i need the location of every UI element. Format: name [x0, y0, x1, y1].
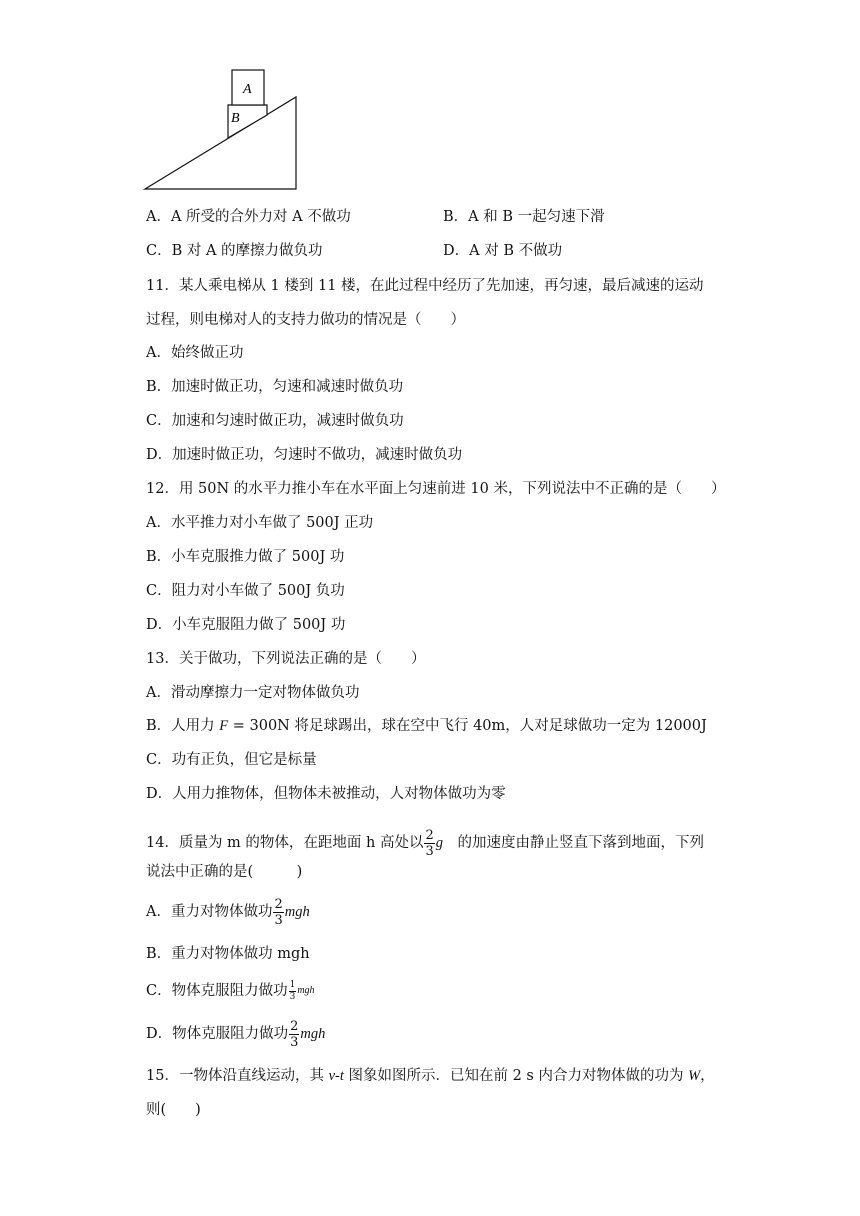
q14-option-d-numerator: 2	[290, 1018, 299, 1034]
q15-stem-pre: 15．一物体沿直线运动，其	[146, 1068, 329, 1084]
q14-fraction-numerator: 2	[425, 827, 434, 843]
q12-stem: 12．用 50N 的水平力推小车在水平面上匀速前进 10 米，下列说法中不正确的是（ ）	[146, 481, 726, 497]
q14-stem-post: 的加速度由静止竖直下落到地面，下列	[443, 835, 705, 851]
q14-stem-line1	[146, 823, 704, 863]
q14-option-c-fraction	[289, 981, 297, 1002]
q14-option-c-denominator: 3	[289, 991, 296, 1002]
block-b-label: B	[231, 111, 240, 126]
q10-option-a: A．A 所受的合外力对 A 不做功	[146, 209, 351, 225]
block-a-label: A	[243, 82, 252, 97]
q13-option-b-post: = 300N 将足球踢出，球在空中飞行 40m，人对足球做功一定为 12000J	[228, 718, 707, 734]
q15-vt-symbol: v-t	[328, 1068, 344, 1084]
q15-stem-mid: 图象如图所示．已知在前 2 s 内合力对物体做的功为	[343, 1068, 689, 1084]
q14-option-a-label: A．重力对物体做功	[146, 904, 273, 920]
q11-option-a: A．始终做正功	[146, 345, 244, 361]
q10-option-c: C．B 对 A 的摩擦力做负功	[146, 243, 323, 259]
q14-fraction-denominator: 3	[425, 843, 434, 859]
q14-option-a-fraction	[273, 898, 283, 927]
incline-figure	[140, 64, 305, 194]
q13-option-a: A．滑动摩擦力一定对物体做负功	[146, 685, 360, 701]
q14-option-a-denominator: 3	[274, 912, 283, 928]
q15-stem-line2: 则( )	[146, 1102, 201, 1118]
q13-option-b	[146, 716, 707, 736]
incline-wedge	[145, 97, 296, 189]
q11-stem-line1: 11．某人乘电梯从 1 楼到 11 楼，在此过程中经历了先加速，再匀速，最后减速的运动	[146, 278, 704, 294]
q13-option-b-pre: B．人用力	[146, 718, 220, 734]
q11-option-d: D．加速时做正功，匀速时不做功，减速时做负功	[146, 447, 463, 463]
q12-option-c: C．阻力对小车做了 500J 负功	[146, 583, 345, 599]
q11-stem-line2: 过程，则电梯对人的支持力做功的情况是（ ）	[146, 312, 465, 328]
q14-option-b: B．重力对物体做功 mgh	[146, 946, 310, 962]
q15-stem-post: ，	[700, 1068, 715, 1084]
q10-option-b: B．A 和 B 一起匀速下滑	[443, 209, 605, 225]
q14-g-symbol: g	[435, 835, 444, 851]
q14-stem-pre: 14．质量为 m 的物体，在距地面 h 高处以	[146, 835, 424, 851]
q14-option-c-numerator: 1	[289, 979, 296, 990]
q14-option-a-expr: mgh	[284, 904, 310, 920]
q11-option-b: B．加速时做正功，匀速和减速时做负功	[146, 379, 404, 395]
q13-stem: 13．关于做功，下列说法正确的是（ ）	[146, 651, 426, 667]
q13-option-d: D．人用力推物体，但物体未被推动，人对物体做功为零	[146, 786, 506, 802]
q14-option-d-label: D．物体克服阻力做功	[146, 1026, 289, 1042]
q14-option-d-fraction	[289, 1020, 299, 1049]
q15-stem-line1	[146, 1066, 715, 1086]
q12-option-a: A．水平推力对小车做了 500J 正功	[146, 515, 374, 531]
q10-option-d: D．A 对 B 不做功	[443, 243, 563, 259]
q14-option-d-expr: mgh	[300, 1026, 326, 1042]
q14-option-a-numerator: 2	[274, 896, 283, 912]
q14-option-d	[146, 1014, 325, 1054]
q14-acceleration-fraction	[424, 829, 434, 858]
q14-option-a	[146, 892, 310, 932]
q11-option-c: C．加速和匀速时做正功，减速时做负功	[146, 413, 404, 429]
q15-w-symbol: W	[688, 1068, 701, 1084]
q14-option-c-label: C．物体克服阻力做功	[146, 983, 288, 999]
q14-option-d-denominator: 3	[290, 1034, 299, 1050]
q14-option-c	[146, 976, 315, 1006]
q14-stem-line2: 说法中正确的是( )	[146, 864, 303, 880]
q12-option-d: D．小车克服阻力做了 500J 功	[146, 617, 346, 633]
q12-option-b: B．小车克服推力做了 500J 功	[146, 549, 345, 565]
q14-option-c-expr: mgh	[297, 985, 315, 996]
q13-option-c: C．功有正负，但它是标量	[146, 752, 317, 768]
q13-option-b-force-var: F	[219, 718, 229, 734]
